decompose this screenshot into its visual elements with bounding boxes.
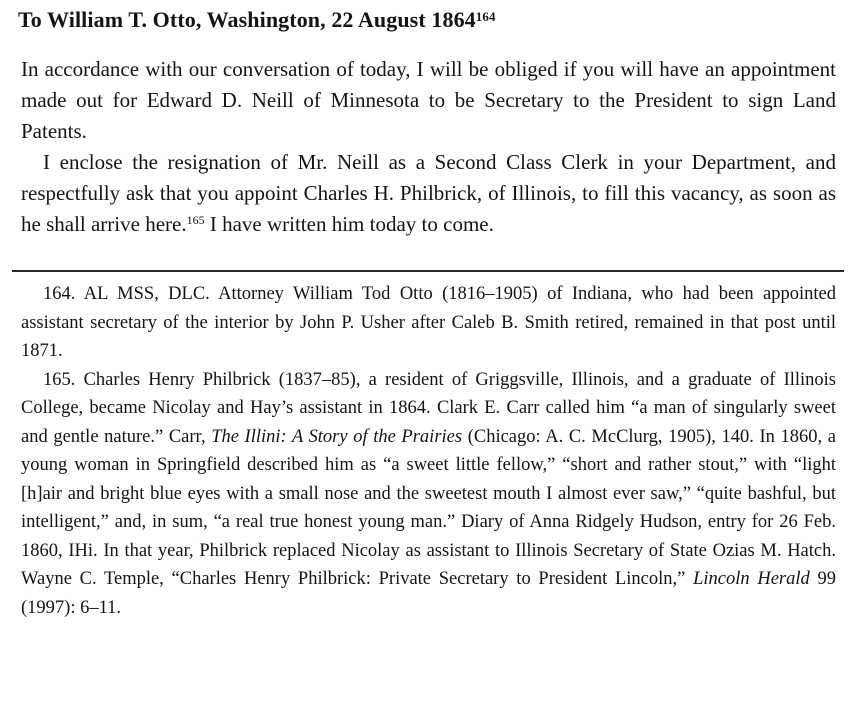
footnote-165-text-c: 99 (1997): 6–11. [21, 569, 836, 618]
footnote-165-title-illini: The Illini: A Story of the Prairies [211, 426, 463, 447]
footnote-165-text-a: 165. Charles Henry Philbrick (1837–85), a resident of Griggsville, Illinois, and a graduate of Illinois College, became Nicolay and Hay’s assistant in 1864. Clark E. Carr called him “a man of singularly sweet and gentle nature.” Carr, [21, 369, 836, 447]
paragraph-footnote-ref: 165 [186, 213, 205, 227]
letter-paragraph-2-text: I enclose the resignation of Mr. Neill as a Second Class Clerk in your Department, and respectfully ask that you appoint Charles H. Philbrick, of Illinois, to fill this vacancy, as soon as he shall arrive here. [21, 150, 836, 236]
footnote-165 [21, 366, 836, 623]
letter-heading-text: To William T. Otto, Washington, 22 August 1864 [18, 7, 476, 32]
footnote-divider [12, 270, 844, 272]
footnote-165-text-b: (Chicago: A. C. McClurg, 1905), 140. In 1860, a young woman in Springfield described him as “a sweet little fellow,” “short and rather stout,” with “light [h]air and bright blue eyes with a small nose and the sweetest mouth I almost ever saw,” “quite bashful, but intelligent,” and, in sum, “a real true honest young man.” Diary of Anna Ridgely Hudson, entry for 26 Feb. 1860, IHi. In that year, Philbrick replaced Nicolay as assistant to Illinois Secretary of State Ozias M. Hatch. Wayne C. Temple, “Charles Henry Philbrick: Private Secretary to President Lincoln,” [21, 426, 836, 589]
letter-paragraph-2-tail: I have written him today to come. [204, 212, 494, 236]
letter-body [21, 54, 836, 240]
footnotes [21, 280, 836, 622]
footnote-164: 164. AL MSS, DLC. Attorney William Tod Otto (1816–1905) of Indiana, who had been appointed assistant secretary of the interior by John P. Usher after Caleb B. Smith retired, remained in that post until 1871. [21, 284, 836, 361]
letter-paragraph-2 [21, 147, 836, 240]
letter-heading [18, 6, 496, 34]
footnote-165-title-herald: Lincoln Herald [693, 569, 810, 589]
heading-footnote-ref: 164 [475, 9, 496, 24]
letter-paragraph-1: In accordance with our conversation of today, I will be obliged if you will have an appointment made out for Edward D. Neill of Minnesota to be Secretary to the President to sign Land Patents. [21, 57, 836, 143]
